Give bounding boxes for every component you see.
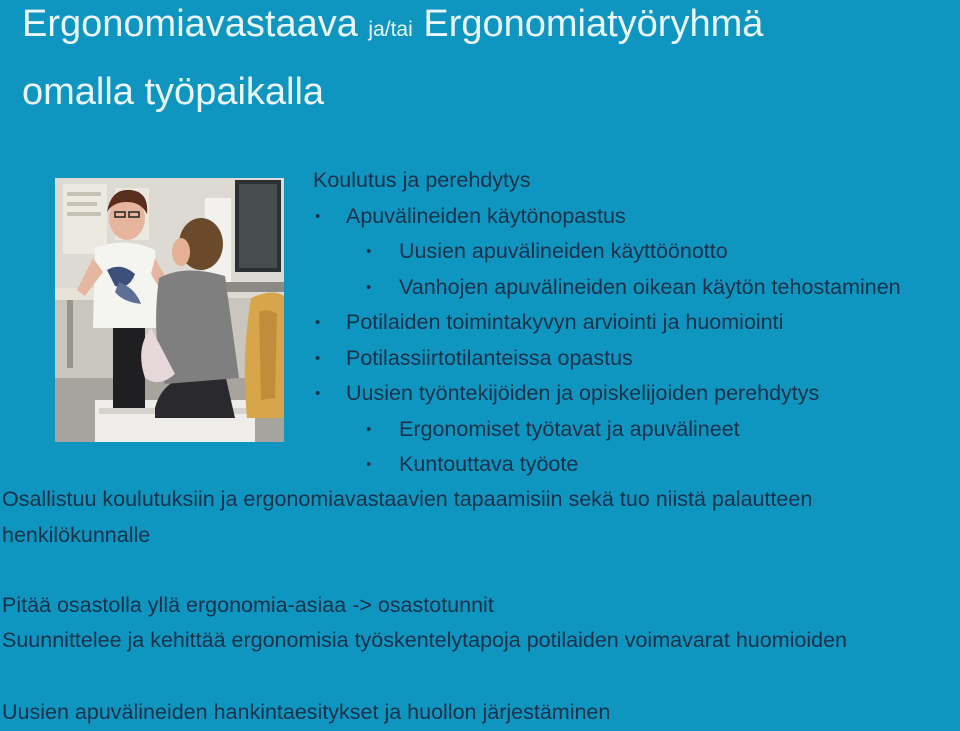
training-photo bbox=[55, 178, 284, 442]
title-part1: Ergonomiavastaava bbox=[22, 3, 358, 45]
list-subitem-text: Vanhojen apuvälineiden oikean käytön tehostaminen bbox=[399, 274, 901, 299]
list-item bbox=[313, 376, 901, 412]
list-item bbox=[313, 341, 901, 377]
title-connector: ja/tai bbox=[368, 18, 413, 41]
paragraph-department: Pitää osastolla yllä ergonomia-asiaa -> osastotunnit bbox=[2, 593, 494, 617]
list-item-text: Apuvälineiden käytönopastus bbox=[346, 203, 626, 228]
list-heading: Koulutus ja perehdytys bbox=[313, 168, 531, 192]
bullet-marker: • bbox=[366, 456, 372, 473]
bullet-marker: • bbox=[315, 349, 321, 367]
list-item-text: Potilassiirtotilanteissa opastus bbox=[346, 345, 633, 370]
list-item-text: Potilaiden toimintakyvyn arviointi ja huomiointi bbox=[346, 310, 784, 334]
list-subitem-text: Kuntouttava työote bbox=[399, 452, 579, 476]
list-subitem bbox=[313, 447, 901, 483]
training-list bbox=[313, 163, 901, 483]
paragraph-training: Osallistuu koulutuksiin ja ergonomiavastaavien tapaamisiin sekä tuo niistä palautteen henkilökunnalle bbox=[2, 487, 813, 547]
list-item bbox=[313, 305, 901, 341]
bullet-marker: • bbox=[315, 207, 321, 225]
list-subitem bbox=[313, 270, 901, 306]
bullet-marker: • bbox=[366, 243, 372, 260]
bullet-marker: • bbox=[315, 314, 321, 331]
list-item bbox=[313, 199, 901, 235]
list-subitem-text: Ergonomiset työtavat ja apuvälineet bbox=[399, 416, 740, 441]
list-subitem-text: Uusien apuvälineiden käyttöönotto bbox=[399, 239, 728, 263]
bullet-marker: • bbox=[315, 385, 321, 402]
list-item-text: Uusien työntekijöiden ja opiskelijoiden perehdytys bbox=[346, 381, 820, 405]
bullet-marker: • bbox=[366, 420, 372, 438]
title-line2: omalla työpaikalla bbox=[22, 71, 325, 113]
paragraph-procurement: Uusien apuvälineiden hankintaesitykset ja huollon järjestäminen bbox=[2, 700, 611, 724]
list-subitem bbox=[313, 234, 901, 270]
title-part2: Ergonomiatyöryhmä bbox=[423, 3, 764, 45]
bullet-marker: • bbox=[366, 278, 372, 296]
paragraph-planning: Suunnittelee ja kehittää ergonomisia työskentelytapoja potilaiden voimavarat huomioiden bbox=[2, 628, 847, 652]
training-photo-illustration bbox=[55, 178, 284, 442]
list-subitem bbox=[313, 412, 901, 448]
slide-title bbox=[22, 2, 952, 114]
